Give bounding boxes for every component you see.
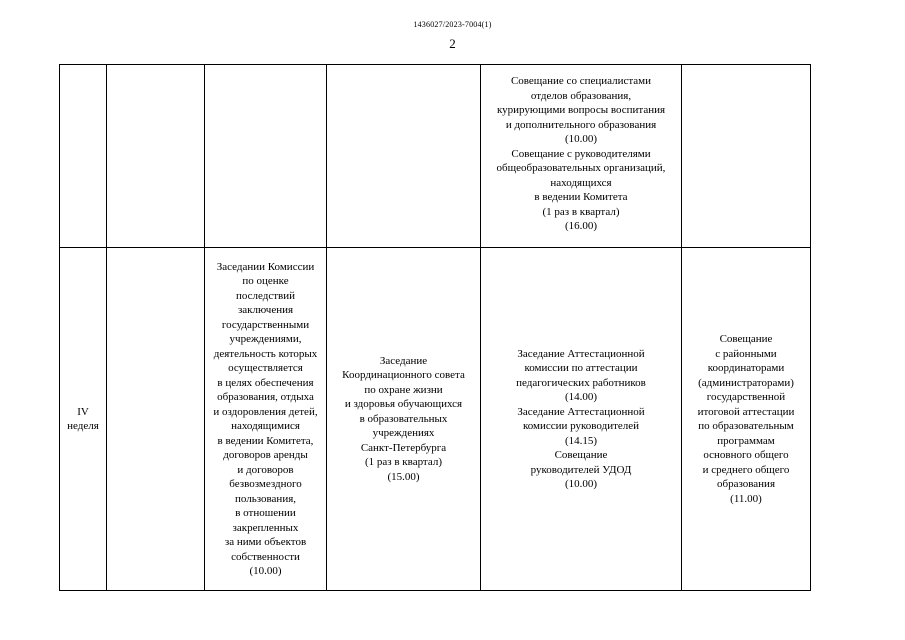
cell-text-line: педагогических работников	[516, 376, 646, 389]
cell-text-line: государственной	[706, 391, 786, 403]
cell-text-line: образования	[716, 478, 776, 490]
cell-text-line: (1 раз в квартал)	[364, 456, 443, 469]
cell-text-line: закрепленных	[232, 521, 299, 534]
cell-text-line: по образовательным	[698, 420, 794, 432]
cell-col4	[327, 248, 481, 591]
cell-text-line: (10.00)	[564, 478, 598, 490]
cell-col5	[481, 248, 682, 591]
cell-col3	[205, 248, 327, 591]
cell-text-line: Совещание с руководителями	[511, 147, 651, 160]
cell-text-line: и дополнительного образования	[505, 118, 657, 131]
cell-text-line: Заседание Аттестационной	[517, 405, 645, 418]
cell-col2	[107, 65, 205, 248]
cell-text-line: Санкт-Петербурга	[360, 441, 447, 454]
cell-text-line: государственными	[221, 318, 310, 331]
cell-text-line: в образовательных	[359, 412, 448, 425]
cell-text-line: Заседание	[379, 354, 428, 367]
cell-text-line: образования, отдыха	[217, 391, 314, 403]
cell-col2	[107, 248, 205, 591]
cell-text-line: комиссии руководителей	[522, 420, 640, 432]
table-row	[60, 248, 811, 591]
cell-text-line: основного общего	[703, 449, 789, 461]
cell-text-line: (16.00)	[564, 220, 598, 232]
cell-text-line: (1 раз в квартал)	[542, 205, 620, 218]
cell-text-line: и оздоровления детей,	[213, 405, 318, 418]
cell-text-line: (10.00)	[249, 565, 282, 577]
table-row	[60, 65, 811, 248]
cell-text-line: неделя	[67, 420, 99, 432]
cell-text-line: последствий	[235, 289, 296, 302]
cell-col6	[682, 248, 811, 591]
cell-text-line: безвозмездного	[229, 478, 302, 490]
cell-text-line: собственности	[231, 550, 300, 563]
cell-text-line: и среднего общего	[702, 463, 790, 476]
cell-text-line: в ведении Комитета	[534, 191, 628, 203]
cell-text-line: с районными	[715, 347, 777, 360]
cell-text-line: за ними объектов	[224, 536, 307, 548]
cell-text-line: координаторами	[707, 362, 785, 374]
cell-text-line: (15.00)	[387, 470, 420, 483]
cell-text-line: общеобразовательных организаций,	[496, 162, 666, 174]
cell-text-line: (14.00)	[564, 391, 598, 403]
cell-text-line: договоров аренды	[223, 449, 308, 461]
cell-text-line: отделов образования,	[530, 89, 632, 102]
cell-text-line: курирующими вопросы воспитания	[496, 104, 666, 116]
cell-text-line: и договоров	[237, 463, 294, 476]
cell-text-line: пользования,	[234, 492, 297, 505]
cell-text-line: Координационного совета	[342, 369, 465, 382]
cell-text-line: Заседании Комиссии	[216, 260, 315, 273]
cell-text-line: в целях обеспечения	[217, 376, 314, 389]
cell-text-line: Заседание Аттестационной	[517, 347, 645, 360]
cell-text-line: комиссии по аттестации	[524, 362, 638, 374]
cell-text-line: (администраторами)	[698, 376, 794, 389]
cell-text-line: осуществляется	[228, 362, 303, 374]
cell-text-line: деятельность которых	[213, 347, 318, 360]
cell-text-line: Совещание	[719, 333, 773, 345]
cell-text-line: Совещание со специалистами	[510, 75, 652, 87]
cell-text-line: (11.00)	[730, 492, 762, 505]
cell-text-line: IV	[77, 405, 89, 418]
cell-col4	[327, 65, 481, 248]
cell-text-line: программам	[717, 434, 775, 447]
cell-col6	[682, 65, 811, 248]
cell-text-line: заключения	[237, 304, 294, 316]
week-cell	[60, 65, 107, 248]
cell-col5	[481, 65, 682, 248]
cell-text-line: руководителей УДОД	[530, 463, 632, 476]
page-number: 2	[449, 36, 456, 51]
document-id: 1436027/2023-7004(1)	[413, 20, 492, 29]
cell-text-line: (14.15)	[564, 434, 598, 447]
cell-text-line: учреждениях	[372, 427, 435, 440]
cell-text-line: и здоровья обучающихся	[344, 398, 463, 411]
cell-text-line: по охране жизни	[364, 383, 443, 396]
cell-text-line: Совещание	[554, 449, 608, 461]
week-cell	[60, 248, 107, 591]
cell-text-line: находящихся	[550, 176, 612, 189]
cell-text-line: находящимися	[231, 420, 300, 432]
cell-text-line: в отношении	[235, 507, 296, 519]
cell-text-line: в ведении Комитета,	[217, 434, 314, 447]
schedule-table	[59, 64, 811, 591]
cell-col3	[205, 65, 327, 248]
cell-text-line: итоговой аттестации	[697, 405, 795, 418]
cell-text-line: (10.00)	[564, 133, 598, 145]
cell-text-line: по оценке	[242, 275, 289, 287]
cell-text-line: учреждениями,	[229, 333, 302, 345]
